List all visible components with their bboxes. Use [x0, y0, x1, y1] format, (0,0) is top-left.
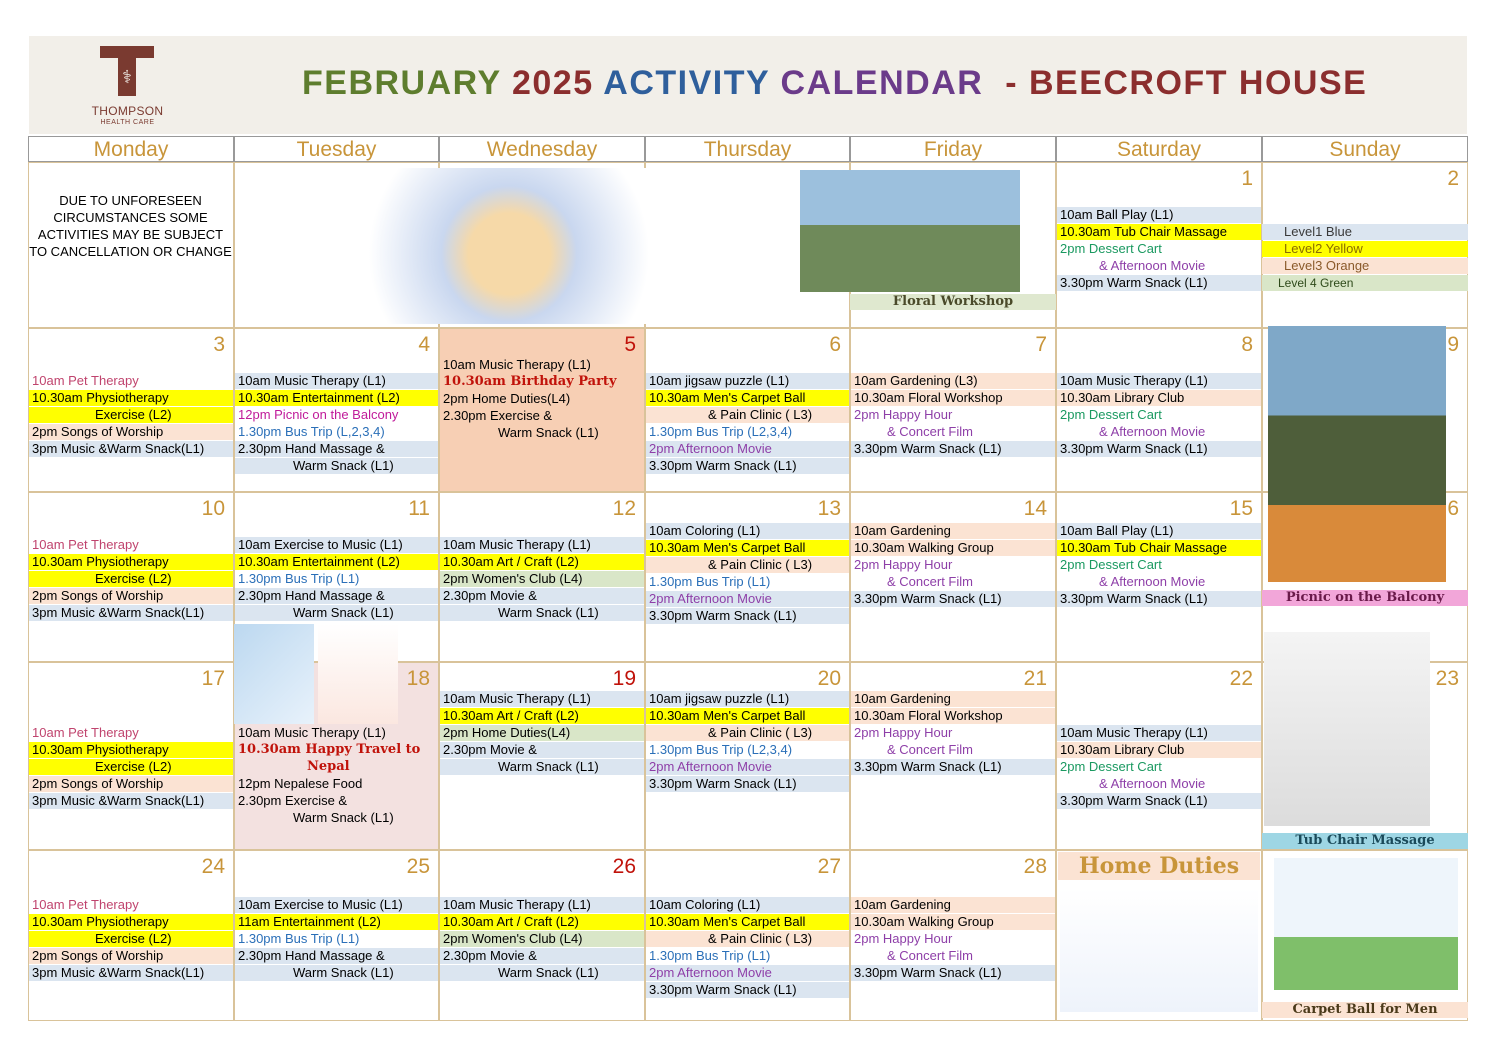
day-cell	[28, 328, 234, 492]
activity-line: 10.30am Men's Carpet Ball	[646, 390, 849, 406]
title-part: ACTIVITY	[603, 64, 781, 102]
day-cell	[645, 492, 850, 662]
tub-chair-massage-sketch	[1264, 632, 1430, 826]
activity-line: & Concert Film	[887, 574, 973, 589]
day-header-saturday: Saturday	[1056, 136, 1262, 162]
activity-line: 2pm Women's Club (L4)	[440, 931, 644, 947]
level-legend-item: Level1 Blue	[1262, 224, 1468, 240]
day-cell	[28, 492, 234, 662]
activity-line: 1.30pm Bus Trip (L2,3,4)	[649, 742, 793, 757]
activity-line: 10.30am Physiotherapy	[29, 742, 233, 758]
activity-line: 2pm Home Duties(L4)	[443, 391, 571, 406]
activity-line: 10.30am Tub Chair Massage	[1057, 540, 1261, 556]
day-cell	[439, 662, 645, 850]
activity-line: 10.30am Entertainment (L2)	[235, 554, 438, 570]
day-number: 18	[406, 667, 430, 690]
activity-line: 2.30pm Hand Massage &	[235, 441, 438, 457]
activity-line: 10am Exercise to Music (L1)	[235, 537, 438, 553]
activity-line: 10am Music Therapy (L1)	[440, 897, 644, 913]
day-number: 6	[829, 333, 841, 356]
activity-line: 10am Gardening (L3)	[851, 373, 1055, 389]
day-cell	[439, 850, 645, 1021]
activity-line: 2pm Afternoon Movie	[646, 591, 849, 607]
day-cell	[850, 662, 1056, 850]
activity-line: 10am Pet Therapy	[32, 897, 139, 912]
day-cell	[234, 328, 439, 492]
cancellation-notice: DUE TO UNFORESEEN CIRCUMSTANCES SOME ACTIVITIES MAY BE SUBJECT TO CANCELLATION OR CHANGE	[29, 193, 232, 259]
page-title	[302, 64, 1367, 103]
activity-line: 2.30pm Movie &	[440, 588, 644, 604]
activity-line: 3pm Music &Warm Snack(L1)	[29, 441, 233, 457]
activity-line: Warm Snack (L1)	[235, 605, 438, 621]
day-cell	[850, 328, 1056, 492]
day-number: 5	[624, 333, 636, 356]
activity-line: 2pm Dessert Cart	[1060, 407, 1162, 422]
day-cell	[1056, 662, 1262, 850]
activity-line: 10am Music Therapy (L1)	[1057, 373, 1261, 389]
activity-line: Warm Snack (L1)	[498, 425, 599, 440]
day-number: 20	[817, 667, 841, 690]
activity-line: Exercise (L2)	[29, 407, 233, 423]
activity-line: 2.30pm Hand Massage &	[235, 588, 438, 604]
activity-line: & Afternoon Movie	[1099, 424, 1206, 439]
day-number: 8	[1241, 333, 1253, 356]
activity-line: 3.30pm Warm Snack (L1)	[646, 608, 849, 624]
activity-line: 12pm Picnic on the Balcony	[238, 407, 399, 422]
day-number: 4	[418, 333, 430, 356]
activity-line: 10.30am Art / Craft (L2)	[440, 554, 644, 570]
picnic-balcony-caption: Picnic on the Balcony	[1262, 590, 1468, 606]
activity-line: Exercise (L2)	[29, 571, 233, 587]
activity-line: 3.30pm Warm Snack (L1)	[851, 441, 1055, 457]
activity-line: 3.30pm Warm Snack (L1)	[646, 776, 849, 792]
activity-line: Exercise (L2)	[29, 759, 233, 775]
day-number: 23	[1435, 667, 1459, 690]
day-cell	[645, 328, 850, 492]
carpet-ball-caption: Carpet Ball for Men	[1262, 1002, 1468, 1018]
activity-line: 10am Pet Therapy	[32, 725, 139, 740]
activity-line: 10.30am Happy Travel to	[238, 742, 421, 757]
activity-line: 3.30pm Warm Snack (L1)	[1057, 441, 1261, 457]
activity-line: 2.30pm Movie &	[440, 742, 644, 758]
activity-line: Nepal	[307, 759, 350, 774]
activity-line: 2.30pm Exercise &	[238, 793, 348, 808]
activity-line: Warm Snack (L1)	[440, 965, 644, 981]
activity-line: 3.30pm Warm Snack (L1)	[1057, 793, 1261, 809]
activity-line: Warm Snack (L1)	[293, 810, 394, 825]
activity-line: & Pain Clinic ( L3)	[646, 407, 849, 423]
day-cell	[850, 492, 1056, 662]
day-cell	[439, 328, 645, 492]
day-cell	[1056, 328, 1262, 492]
carpet-ball-photo	[1274, 858, 1458, 990]
activity-line: 10am Coloring (L1)	[646, 897, 849, 913]
activity-line: 2pm Happy Hour	[854, 725, 953, 740]
day-header-sunday: Sunday	[1262, 136, 1468, 162]
activity-line: & Concert Film	[887, 948, 973, 963]
day-header-wednesday: Wednesday	[439, 136, 645, 162]
activity-line: 3pm Music &Warm Snack(L1)	[29, 965, 233, 981]
floral-workshop-photo	[800, 170, 1020, 292]
logo-name: THOMPSON	[91, 104, 164, 118]
activity-line: 11am Entertainment (L2)	[235, 914, 438, 930]
activity-line: 10am Music Therapy (L1)	[235, 373, 438, 389]
level-legend-item: Level3 Orange	[1262, 258, 1468, 274]
activity-line: 10.30am Walking Group	[851, 914, 1055, 930]
day-number: 9	[1447, 333, 1459, 356]
activity-line: 10.30am Walking Group	[851, 540, 1055, 556]
day-number: 22	[1229, 667, 1253, 690]
picnic-balcony-photo	[1268, 326, 1446, 582]
day-number: 27	[817, 855, 841, 878]
activity-line: 10am jigsaw puzzle (L1)	[646, 691, 849, 707]
activity-line: 3pm Music &Warm Snack(L1)	[29, 605, 233, 621]
activity-line: 3.30pm Warm Snack (L1)	[646, 982, 849, 998]
activity-line: 2pm Home Duties(L4)	[440, 725, 644, 741]
level-legend-item: Level2 Yellow	[1262, 241, 1468, 257]
activity-line: 2pm Songs of Worship	[29, 948, 233, 964]
day-header-tuesday: Tuesday	[234, 136, 439, 162]
floral-workshop-caption: Floral Workshop	[850, 294, 1056, 310]
activity-line: & Pain Clinic ( L3)	[646, 931, 849, 947]
day-number: 21	[1023, 667, 1047, 690]
activity-line: 10.30am Floral Workshop	[851, 390, 1055, 406]
activity-line: Warm Snack (L1)	[440, 605, 644, 621]
activity-line: Warm Snack (L1)	[440, 759, 644, 775]
activity-line: 10.30am Men's Carpet Ball	[646, 708, 849, 724]
activity-line: 10am Gardening	[851, 897, 1055, 913]
activity-line: 2pm Afternoon Movie	[646, 441, 849, 457]
activity-line: 3.30pm Warm Snack (L1)	[1057, 275, 1261, 291]
activity-line: 10am Gardening	[851, 523, 1055, 539]
activity-line: 10am Music Therapy (L1)	[238, 725, 386, 740]
activity-line: 3.30pm Warm Snack (L1)	[851, 965, 1055, 981]
activity-line: 3.30pm Warm Snack (L1)	[851, 759, 1055, 775]
tub-chair-massage-caption: Tub Chair Massage	[1262, 833, 1468, 849]
activity-line: 2.30pm Hand Massage &	[235, 948, 438, 964]
activity-line: Warm Snack (L1)	[235, 458, 438, 474]
day-header-friday: Friday	[850, 136, 1056, 162]
activity-line: 10.30am Floral Workshop	[851, 708, 1055, 724]
day-number: 13	[817, 497, 841, 520]
activity-line: Exercise (L2)	[29, 931, 233, 947]
home-duties-caption: Home Duties	[1058, 852, 1260, 880]
home-duties-illustration	[1060, 888, 1258, 1012]
activity-line: 1.30pm Bus Trip (L1)	[649, 948, 771, 963]
day-cell	[1056, 492, 1262, 662]
activity-line: 10am Music Therapy (L1)	[443, 357, 591, 372]
activity-line: 12pm Nepalese Food	[238, 776, 363, 791]
day-number: 19	[612, 667, 636, 690]
activity-line: 1.30pm Bus Trip (L1)	[238, 931, 360, 946]
activity-line: 10am Ball Play (L1)	[1057, 523, 1261, 539]
activity-line: 2pm Songs of Worship	[29, 588, 233, 604]
activity-line: 1.30pm Bus Trip (L1)	[649, 574, 771, 589]
activity-line: 10.30am Library Club	[1057, 742, 1261, 758]
activity-line: & Afternoon Movie	[1099, 574, 1206, 589]
day-number: 25	[406, 855, 430, 878]
caduceus-icon: ⚕	[122, 67, 132, 87]
title-part: CALENDAR	[780, 64, 1006, 102]
day-number: 10	[201, 497, 225, 520]
activity-line: 10.30am Art / Craft (L2)	[440, 914, 644, 930]
activity-line: & Pain Clinic ( L3)	[646, 557, 849, 573]
day-header-monday: Monday	[28, 136, 234, 162]
day-number: 12	[612, 497, 636, 520]
day-number: 2	[1447, 167, 1459, 190]
activity-line: 3.30pm Warm Snack (L1)	[646, 458, 849, 474]
party-illustration	[338, 168, 718, 324]
day-number: 15	[1229, 497, 1253, 520]
activity-line: 2pm Songs of Worship	[29, 776, 233, 792]
day-header-thursday: Thursday	[645, 136, 850, 162]
activity-line: 10.30am Physiotherapy	[29, 390, 233, 406]
day-number: 26	[612, 855, 636, 878]
day-number: 1	[1241, 167, 1253, 190]
day-number: 14	[1023, 497, 1047, 520]
activity-line: 1.30pm Bus Trip (L,2,3,4)	[238, 424, 385, 439]
logo-t-mark	[100, 46, 154, 96]
day-number: 7	[1035, 333, 1047, 356]
activity-line: 10am Music Therapy (L1)	[440, 691, 644, 707]
activity-line: & Concert Film	[887, 424, 973, 439]
activity-line: 2pm Dessert Cart	[1060, 557, 1162, 572]
day-cell	[645, 850, 850, 1021]
activity-line: 10am Gardening	[851, 691, 1055, 707]
title-part: - BEECROFT HOUSE	[1005, 64, 1368, 102]
title-part: FEBRUARY	[302, 64, 512, 102]
activity-line: 2pm Happy Hour	[854, 407, 953, 422]
nepal-dancers-illustration	[318, 624, 398, 724]
activity-line: 2pm Afternoon Movie	[646, 759, 849, 775]
company-logo	[80, 46, 175, 131]
activity-line: 10.30am Physiotherapy	[29, 914, 233, 930]
activity-line: 10.30am Physiotherapy	[29, 554, 233, 570]
calendar-grid	[28, 136, 1468, 1021]
activity-line: 10am Pet Therapy	[32, 537, 139, 552]
level-legend-item: Level 4 Green	[1262, 275, 1468, 291]
day-cell	[28, 850, 234, 1021]
day-number: 11	[408, 497, 430, 520]
activity-line: 10.30am Entertainment (L2)	[235, 390, 438, 406]
activity-line: 10.30am Men's Carpet Ball	[646, 914, 849, 930]
activity-line: & Afternoon Movie	[1099, 776, 1206, 791]
activity-line: 2pm Happy Hour	[854, 931, 953, 946]
activity-line: 10.30am Library Club	[1057, 390, 1261, 406]
activity-line: 10am Ball Play (L1)	[1057, 207, 1261, 223]
activity-line: 2pm Women's Club (L4)	[440, 571, 644, 587]
activity-line: 2pm Dessert Cart	[1060, 241, 1162, 256]
activity-line: 10.30am Men's Carpet Ball	[646, 540, 849, 556]
day-cell	[28, 662, 234, 850]
activity-line: Warm Snack (L1)	[235, 965, 438, 981]
activity-line: 10am Music Therapy (L1)	[1057, 725, 1261, 741]
day-number: 28	[1023, 855, 1047, 878]
day-cell	[850, 850, 1056, 1021]
nepal-flag-illustration	[234, 624, 314, 724]
day-number: 3	[213, 333, 225, 356]
activity-line: 3.30pm Warm Snack (L1)	[851, 591, 1055, 607]
activity-line: & Pain Clinic ( L3)	[646, 725, 849, 741]
activity-line: 1.30pm Bus Trip (L1)	[238, 571, 360, 586]
day-cell	[439, 492, 645, 662]
activity-line: 10am Pet Therapy	[32, 373, 139, 388]
title-part: 2025	[511, 64, 604, 102]
activity-line: & Afternoon Movie	[1099, 258, 1206, 273]
day-number: 24	[201, 855, 225, 878]
activity-line: 10am Exercise to Music (L1)	[235, 897, 438, 913]
activity-line: 2pm Happy Hour	[854, 557, 953, 572]
day-cell	[234, 850, 439, 1021]
day-number: 17	[201, 667, 225, 690]
activity-line: 1.30pm Bus Trip (L2,3,4)	[649, 424, 793, 439]
activity-line: 2.30pm Movie &	[440, 948, 644, 964]
activity-line: 2pm Afternoon Movie	[646, 965, 849, 981]
activity-line: 10am Coloring (L1)	[646, 523, 849, 539]
activity-line: 3.30pm Warm Snack (L1)	[1057, 591, 1261, 607]
activity-line: 10.30am Tub Chair Massage	[1057, 224, 1261, 240]
activity-line: & Concert Film	[887, 742, 973, 757]
logo-subtitle: HEALTH CARE	[100, 119, 155, 126]
activity-line: 10.30am Birthday Party	[443, 374, 617, 389]
activity-line: 3pm Music &Warm Snack(L1)	[29, 793, 233, 809]
activity-line: 2.30pm Exercise &	[443, 408, 553, 423]
activity-line: 2pm Songs of Worship	[29, 424, 233, 440]
day-cell	[1056, 162, 1262, 328]
day-number: 6	[1447, 497, 1459, 520]
activity-line: 2pm Dessert Cart	[1060, 759, 1162, 774]
day-cell	[645, 662, 850, 850]
activity-line: 10am jigsaw puzzle (L1)	[646, 373, 849, 389]
activity-line: 10am Music Therapy (L1)	[440, 537, 644, 553]
activity-line: 10.30am Art / Craft (L2)	[440, 708, 644, 724]
